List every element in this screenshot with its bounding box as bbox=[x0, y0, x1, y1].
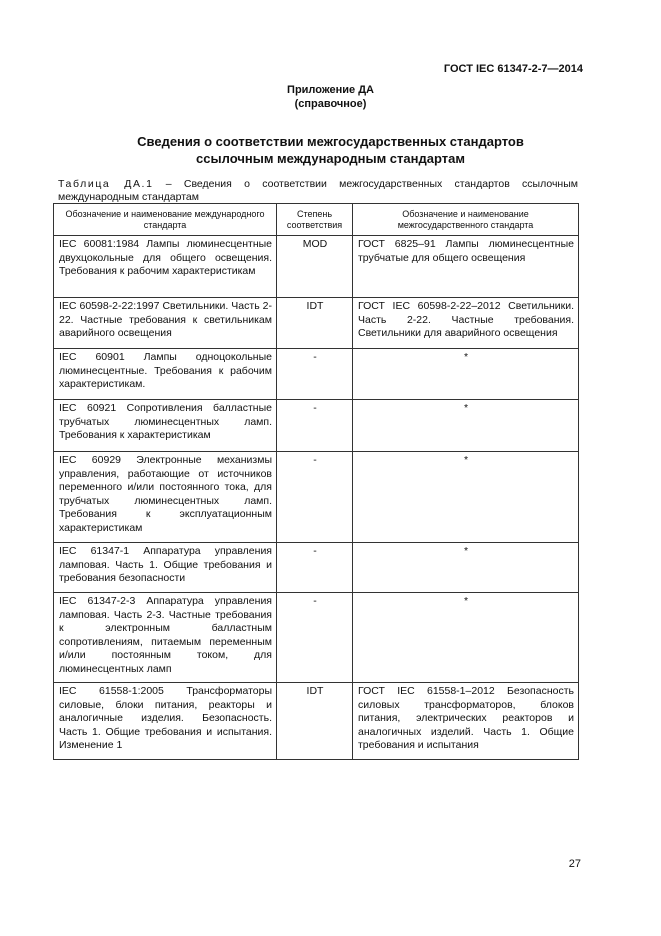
national-standard-cell: ГОСТ IEC 60598-2-22–2012 Светильники. Часть 2-22. Частные требования. Светильники для аварийного освещения bbox=[353, 298, 579, 349]
page-title bbox=[0, 133, 661, 167]
table-row bbox=[54, 298, 579, 349]
table-row bbox=[54, 400, 579, 452]
header-degree-of-conformity: Степень соответствия bbox=[277, 204, 353, 236]
table-caption-lead: Таблица ДА.1 bbox=[58, 178, 154, 190]
table-caption-text: – Сведения о соответствии межгосударственных стандартов ссылочным bbox=[153, 178, 578, 190]
table-row bbox=[54, 543, 579, 593]
national-standard-cell: * bbox=[353, 593, 579, 683]
table-row bbox=[54, 236, 579, 298]
intl-standard-cell: IEC 61347-1 Аппаратура управления ламповая. Часть 1. Общие требования и требования безопасности bbox=[54, 543, 277, 593]
degree-cell: IDT bbox=[277, 683, 353, 760]
page-title-line-2: ссылочным международным стандартам bbox=[196, 151, 465, 166]
document-code: ГОСТ IEC 61347-2-7—2014 bbox=[443, 63, 583, 75]
table-row bbox=[54, 452, 579, 543]
annex-title: Приложение ДА bbox=[287, 84, 374, 96]
header-international-standard: Обозначение и наименование международного стандарта bbox=[54, 204, 277, 236]
intl-standard-cell: IEC 61558-1:2005 Трансформаторы силовые, блоки питания, реакторы и аналогичные изделия. Безопасность. Часть 1. Общие требования и испытания. Изменение 1 bbox=[54, 683, 277, 760]
table-row bbox=[54, 683, 579, 760]
degree-cell: - bbox=[277, 593, 353, 683]
table-caption-line-2: международным стандартам bbox=[58, 191, 199, 203]
table-row bbox=[54, 593, 579, 683]
degree-cell: - bbox=[277, 543, 353, 593]
degree-cell: MOD bbox=[277, 236, 353, 298]
degree-cell: - bbox=[277, 349, 353, 400]
page-number: 27 bbox=[568, 858, 581, 870]
page-title-line-1: Сведения о соответствии межгосударственных стандартов bbox=[137, 134, 524, 149]
degree-cell: IDT bbox=[277, 298, 353, 349]
national-standard-cell: ГОСТ IEC 61558-1–2012 Безопасность силовых трансформаторов, блоков питания, электрических реакторов и аналогичных изделий. Часть 1. Общие требования и испытания bbox=[353, 683, 579, 760]
national-standard-cell: * bbox=[353, 452, 579, 543]
degree-cell: - bbox=[277, 400, 353, 452]
annex-heading bbox=[0, 83, 661, 111]
table-caption bbox=[58, 178, 578, 190]
national-standard-cell: * bbox=[353, 400, 579, 452]
standards-table bbox=[53, 203, 579, 760]
intl-standard-cell: IEC 60921 Сопротивления балластные трубчатых люминесцентных ламп. Требования к характеристикам bbox=[54, 400, 277, 452]
degree-cell: - bbox=[277, 452, 353, 543]
national-standard-cell: ГОСТ 6825–91 Лампы люминесцентные трубчатые для общего освещения bbox=[353, 236, 579, 298]
intl-standard-cell: IEC 60081:1984 Лампы люминесцентные двухцокольные для общего освещения. Требования к рабочим характеристикам bbox=[54, 236, 277, 298]
intl-standard-cell: IEC 60598-2-22:1997 Светильники. Часть 2-22. Частные требования к светильникам аварийного освещения bbox=[54, 298, 277, 349]
header-interstate-standard: Обозначение и наименование межгосударственного стандарта bbox=[353, 204, 579, 236]
intl-standard-cell: IEC 60901 Лампы одноцокольные люминесцентные. Требования к рабочим характеристикам. bbox=[54, 349, 277, 400]
intl-standard-cell: IEC 61347-2-3 Аппаратура управления ламповая. Часть 2-3. Частные требования к электронным балластным сопротивлениям, питаемым переменным и/или постоянным током, для люминесцентных ламп bbox=[54, 593, 277, 683]
national-standard-cell: * bbox=[353, 543, 579, 593]
intl-standard-cell: IEC 60929 Электронные механизмы управления, работающие от источников переменного и/или постоянного тока, для трубчатых люминесцентных ламп. Требования к эксплуатационным характеристикам bbox=[54, 452, 277, 543]
annex-subtitle: (справочное) bbox=[294, 98, 367, 110]
table-header-row bbox=[54, 204, 579, 236]
national-standard-cell: * bbox=[353, 349, 579, 400]
table-row bbox=[54, 349, 579, 400]
